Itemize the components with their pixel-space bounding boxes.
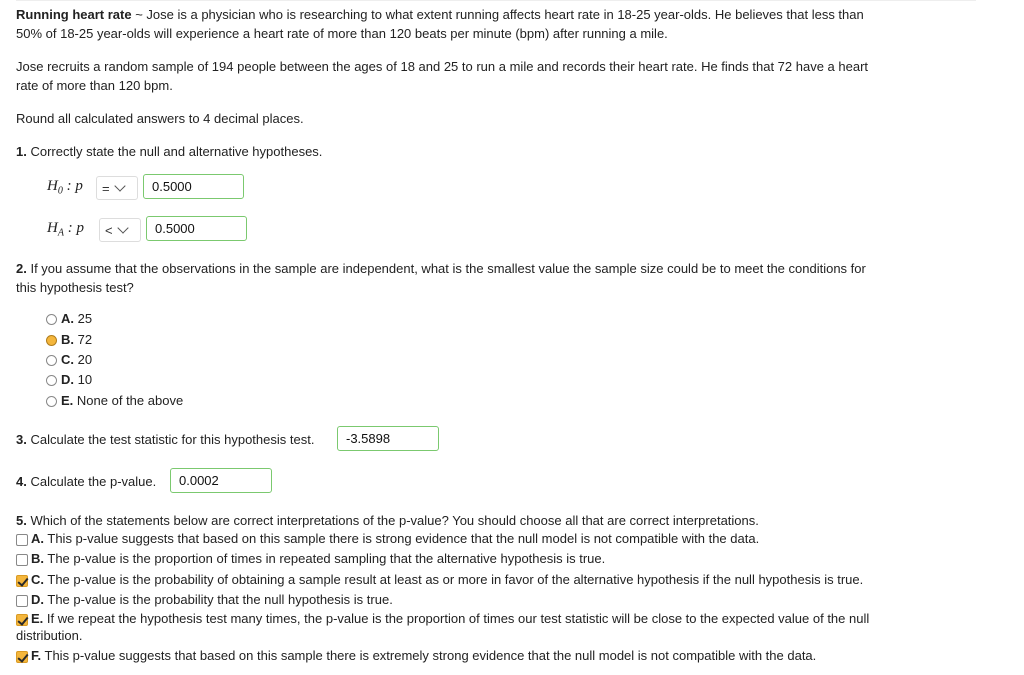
q5-option-d-label[interactable]: D. The p-value is the probability that the null hypothesis is true. bbox=[31, 592, 393, 607]
top-divider bbox=[16, 0, 976, 1]
h0-value-input[interactable]: 0.5000 bbox=[143, 174, 244, 199]
sample-line-2: rate of more than 120 bpm. bbox=[16, 78, 173, 93]
q2-line-2: this hypothesis test? bbox=[16, 280, 134, 295]
q3-number: 3. bbox=[16, 432, 27, 447]
q1-number: 1. bbox=[16, 144, 27, 159]
q4-text: Calculate the p-value. bbox=[30, 474, 157, 489]
sample-paragraph bbox=[16, 57, 868, 95]
q5-option-c-label[interactable]: C. The p-value is the probability of obtaining a sample result at least as or more in favor of the alternative hypothesis if the null hypothesis is true. bbox=[31, 572, 864, 587]
q1-text: Correctly state the null and alternative hypotheses. bbox=[30, 144, 323, 159]
q5-checkbox-c[interactable] bbox=[16, 575, 28, 587]
q5-option-a-label[interactable]: A. This p-value suggests that based on this sample there is strong evidence that the null model is not compatible with the data. bbox=[31, 531, 760, 546]
q5-option-e-label-cont: distribution. bbox=[16, 628, 83, 643]
p-value-input[interactable]: 0.0002 bbox=[170, 468, 272, 493]
q5-prompt bbox=[16, 511, 759, 530]
q2-option-b-label[interactable]: B. 72 bbox=[61, 332, 93, 347]
round-note: Round all calculated answers to 4 decimal places. bbox=[16, 111, 304, 126]
q5-text: Which of the statements below are correct interpretations of the p-value? You should choose all that are correct interpretations. bbox=[30, 513, 759, 528]
q2-prompt bbox=[16, 259, 866, 297]
q5-checkbox-f[interactable] bbox=[16, 651, 28, 663]
q5-option-b-label[interactable]: B. The p-value is the proportion of times in repeated sampling that the alternative hypothesis is true. bbox=[31, 551, 606, 566]
title-separator: ~ bbox=[131, 7, 147, 22]
q4-number: 4. bbox=[16, 474, 27, 489]
h0-label: $H_0$ : p bbox=[47, 178, 83, 197]
chevron-down-icon bbox=[117, 222, 128, 233]
q2-option-d-label[interactable]: D. 10 bbox=[61, 372, 93, 387]
h0-operator-value: = bbox=[102, 180, 110, 196]
q3-text: Calculate the test statistic for this hypothesis test. bbox=[30, 432, 315, 447]
q2-option-a-label[interactable]: A. 25 bbox=[61, 311, 93, 326]
q2-radio-c[interactable] bbox=[46, 355, 57, 366]
h0-operator-select[interactable] bbox=[96, 176, 138, 200]
q2-option-c-label[interactable]: C. 20 bbox=[61, 352, 93, 367]
q2-line-1: If you assume that the observations in the sample are independent, what is the smallest value the sample size could be to meet the conditions for bbox=[30, 261, 866, 276]
q5-option-f-label[interactable]: F. This p-value suggests that based on this sample there is extremely strong evidence that the null model is not compatible with the data. bbox=[31, 648, 817, 663]
q4-prompt bbox=[16, 472, 156, 491]
q2-radio-d[interactable] bbox=[46, 375, 57, 386]
q2-radio-a[interactable] bbox=[46, 314, 57, 325]
q2-number: 2. bbox=[16, 261, 27, 276]
intro-line-2: 50% of 18-25 year-olds will experience a heart rate of more than 120 beats per minute (bpm) after running a mile. bbox=[16, 26, 668, 41]
ha-operator-value: < bbox=[105, 222, 113, 238]
test-statistic-input[interactable]: -3.5898 bbox=[337, 426, 439, 451]
ha-value-input[interactable]: 0.5000 bbox=[146, 216, 247, 241]
problem-title: Running heart rate bbox=[16, 7, 132, 22]
q5-option-e-label[interactable]: E. If we repeat the hypothesis test many times, the p-value is the proportion of times our test statistic will be close to the expected value of the null bbox=[31, 611, 870, 626]
q2-option-e-label[interactable]: E. None of the above bbox=[61, 393, 184, 408]
q1-prompt bbox=[16, 142, 322, 161]
intro-paragraph bbox=[16, 5, 864, 43]
q5-checkbox-a[interactable] bbox=[16, 534, 28, 546]
q3-prompt bbox=[16, 430, 314, 449]
ha-label: $H_A$ : p bbox=[47, 220, 84, 239]
intro-line-1: Jose is a physician who is researching to what extent running affects heart rate in 18-25 year-olds. He believes that less than bbox=[146, 7, 864, 22]
ha-operator-select[interactable] bbox=[99, 218, 141, 242]
q2-radio-e[interactable] bbox=[46, 396, 57, 407]
q5-checkbox-e[interactable] bbox=[16, 614, 28, 626]
chevron-down-icon bbox=[114, 180, 125, 191]
q5-checkbox-b[interactable] bbox=[16, 554, 28, 566]
q5-checkbox-d[interactable] bbox=[16, 595, 28, 607]
sample-line-1: Jose recruits a random sample of 194 people between the ages of 18 and 25 to run a mile and records their heart rate. He finds that 72 have a heart bbox=[16, 59, 869, 74]
q2-radio-b[interactable] bbox=[46, 335, 57, 346]
q5-number: 5. bbox=[16, 513, 27, 528]
